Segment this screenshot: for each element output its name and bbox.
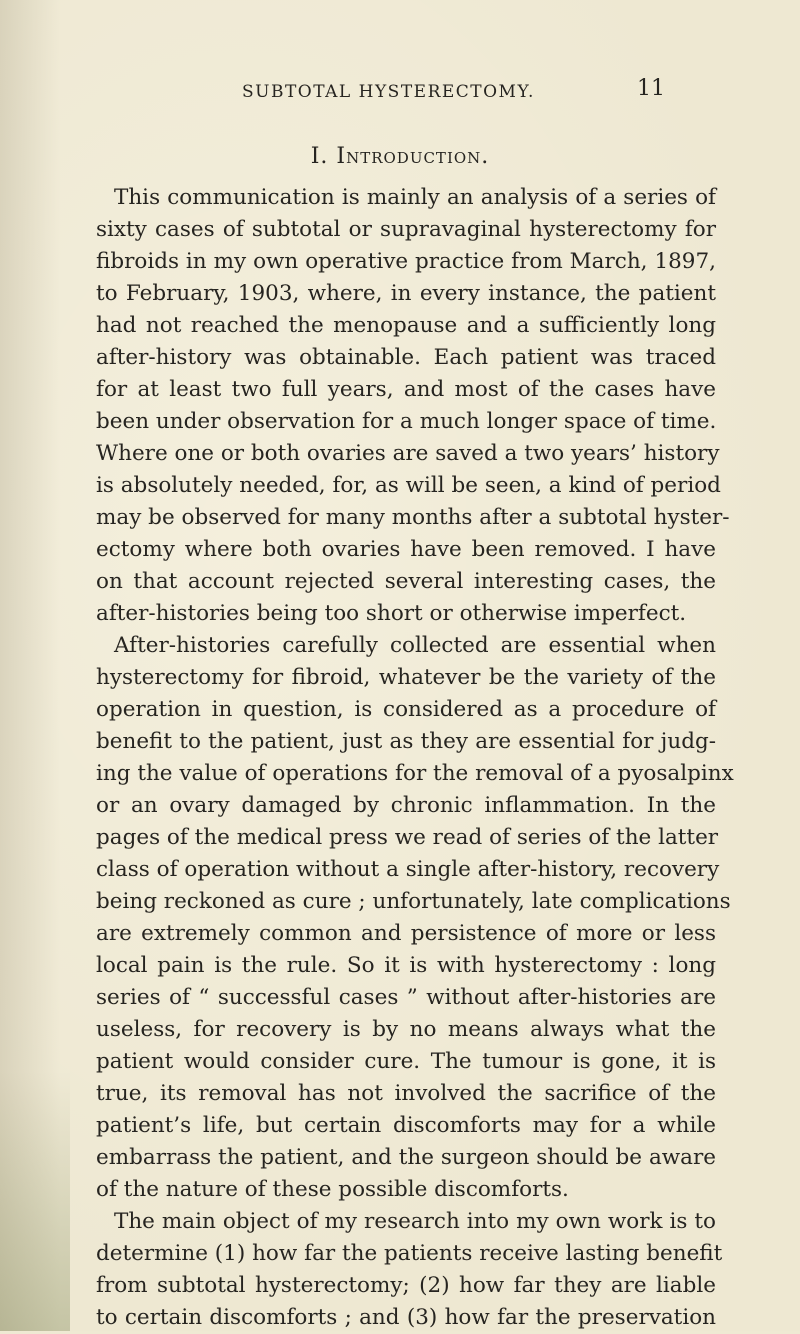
text-line: fibroids in my own operative practice from March, 1897, [96,249,716,274]
text-line: true, its removal has not involved the sacrifice of the [96,1081,716,1106]
text-line: on that account rejected several interesting cases, the [96,569,716,594]
text-line: for at least two full years, and most of the cases have [96,377,716,402]
text-line: ectomy where both ovaries have been removed. I have [96,537,716,562]
text-line: had not reached the menopause and a sufficiently long [96,313,716,338]
text-line: hysterectomy for fibroid, whatever be the variety of the [96,665,716,690]
running-head: SUBTOTAL HYSTERECTOMY. [242,82,535,102]
text-line: local pain is the rule. So it is with hysterectomy : long [96,953,716,978]
text-line: benefit to the patient, just as they are essential for judg- [96,729,716,754]
text-line: useless, for recovery is by no means always what the [96,1017,716,1042]
text-line: from subtotal hysterectomy; (2) how far they are liable [96,1273,716,1298]
text-line: embarrass the patient, and the surgeon should be aware [96,1145,716,1170]
text-line: been under observation for a much longer space of time. [96,409,717,434]
text-line: of the nature of these possible discomforts. [96,1177,569,1202]
text-line: sixty cases of subtotal or supravaginal hysterectomy for [96,217,716,242]
text-line: may be observed for many months after a subtotal hyster- [96,505,730,530]
text-line: are extremely common and persistence of more or less [96,921,716,946]
text-line: is absolutely needed, for, as will be seen, a kind of period [96,473,721,498]
text-line: This communication is mainly an analysis of a series of [114,185,716,210]
text-line: or an ovary damaged by chronic inflammation. In the [96,793,716,818]
text-line: After-histories carefully collected are essential when [114,633,716,658]
text-line: to February, 1903, where, in every instance, the patient [96,281,716,306]
text-line: to certain discomforts ; and (3) how far the preservation [96,1305,716,1330]
text-line: ing the value of operations for the removal of a pyosalpinx [96,761,734,786]
text-line: series of “ successful cases ” without after-histories are [96,985,716,1010]
section-heading: I. Introduction. [310,144,490,169]
text-line: after-history was obtainable. Each patient was traced [96,345,716,370]
page-corner-stain [0,1071,70,1331]
text-line: after-histories being too short or otherwise imperfect. [96,601,687,626]
page-header [0,76,800,106]
page-number: 11 [637,76,665,101]
text-line: The main object of my research into my own work is to [114,1209,716,1234]
text-line: patient would consider cure. The tumour is gone, it is [96,1049,716,1074]
text-line: class of operation without a single after-history, recovery [96,857,720,882]
text-line: being reckoned as cure ; unfortunately, late complications [96,889,731,914]
text-line: pages of the medical press we read of series of the latter [96,825,719,850]
text-line: Where one or both ovaries are saved a two years’ history [96,441,720,466]
text-line: determine (1) how far the patients receive lasting benefit [96,1241,723,1266]
text-line: patient’s life, but certain discomforts may for a while [96,1113,716,1138]
text-line: operation in question, is considered as a procedure of [96,697,716,722]
